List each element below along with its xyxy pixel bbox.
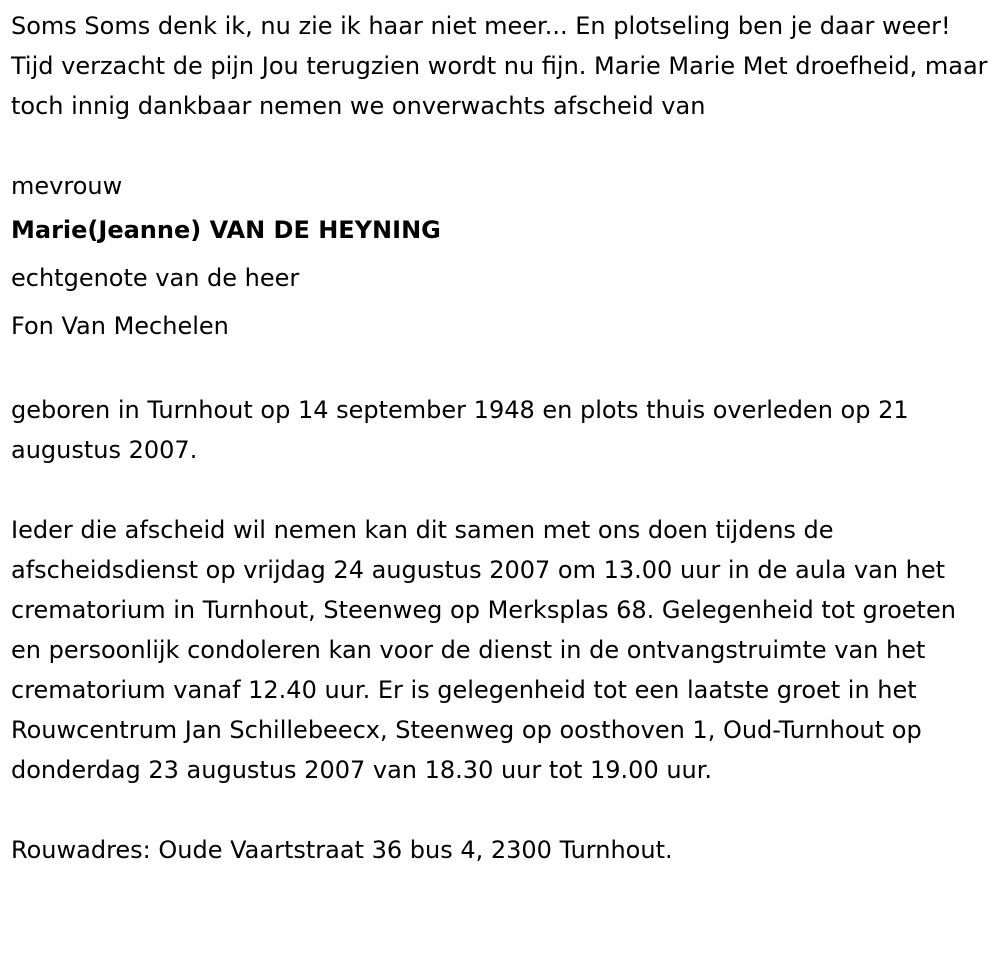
intro-paragraph: Soms Soms denk ik, nu zie ik haar niet meer... En plotseling ben je daar weer! Tijd verzacht de pijn Jou terugzien wordt nu fijn. Marie Marie Met droefheid, maar toch innig dankbaar nemen we onverwachts afscheid van bbox=[11, 12, 988, 120]
spacer bbox=[11, 790, 991, 830]
birth-death-paragraph: geboren in Turnhout op 14 september 1948 en plots thuis overleden op 21 augustus 2007. bbox=[11, 396, 909, 464]
deceased-name-block bbox=[11, 166, 991, 350]
spouse-name: Fon Van Mechelen bbox=[11, 312, 229, 340]
service-paragraph: Ieder die afscheid wil nemen kan dit samen met ons doen tijdens de afscheidsdienst op vrijdag 24 augustus 2007 om 13.00 uur in de aula van het crematorium in Turnhout, Steenweg op Merksplas 68. Gelegenheid tot groeten en persoonlijk condoleren kan voor de dienst in de ontvangstruimte van het crematorium vanaf 12.40 uur. Er is gelegenheid tot een laatste groet in het Rouwcentrum Jan Schillebeecx, Steenweg op oosthoven 1, Oud-Turnhout op donderdag 23 augustus 2007 van 18.30 uur tot 19.00 uur. bbox=[11, 516, 956, 784]
spacer bbox=[11, 350, 991, 390]
obituary-document bbox=[11, 6, 991, 870]
spouse-label: echtgenote van de heer bbox=[11, 264, 300, 292]
address-paragraph: Rouwadres: Oude Vaartstraat 36 bus 4, 2300 Turnhout. bbox=[11, 836, 673, 864]
spacer bbox=[11, 470, 991, 510]
deceased-name: Marie(Jeanne) VAN DE HEYNING bbox=[11, 216, 441, 244]
spacer bbox=[11, 126, 991, 166]
salutation: mevrouw bbox=[11, 172, 123, 200]
